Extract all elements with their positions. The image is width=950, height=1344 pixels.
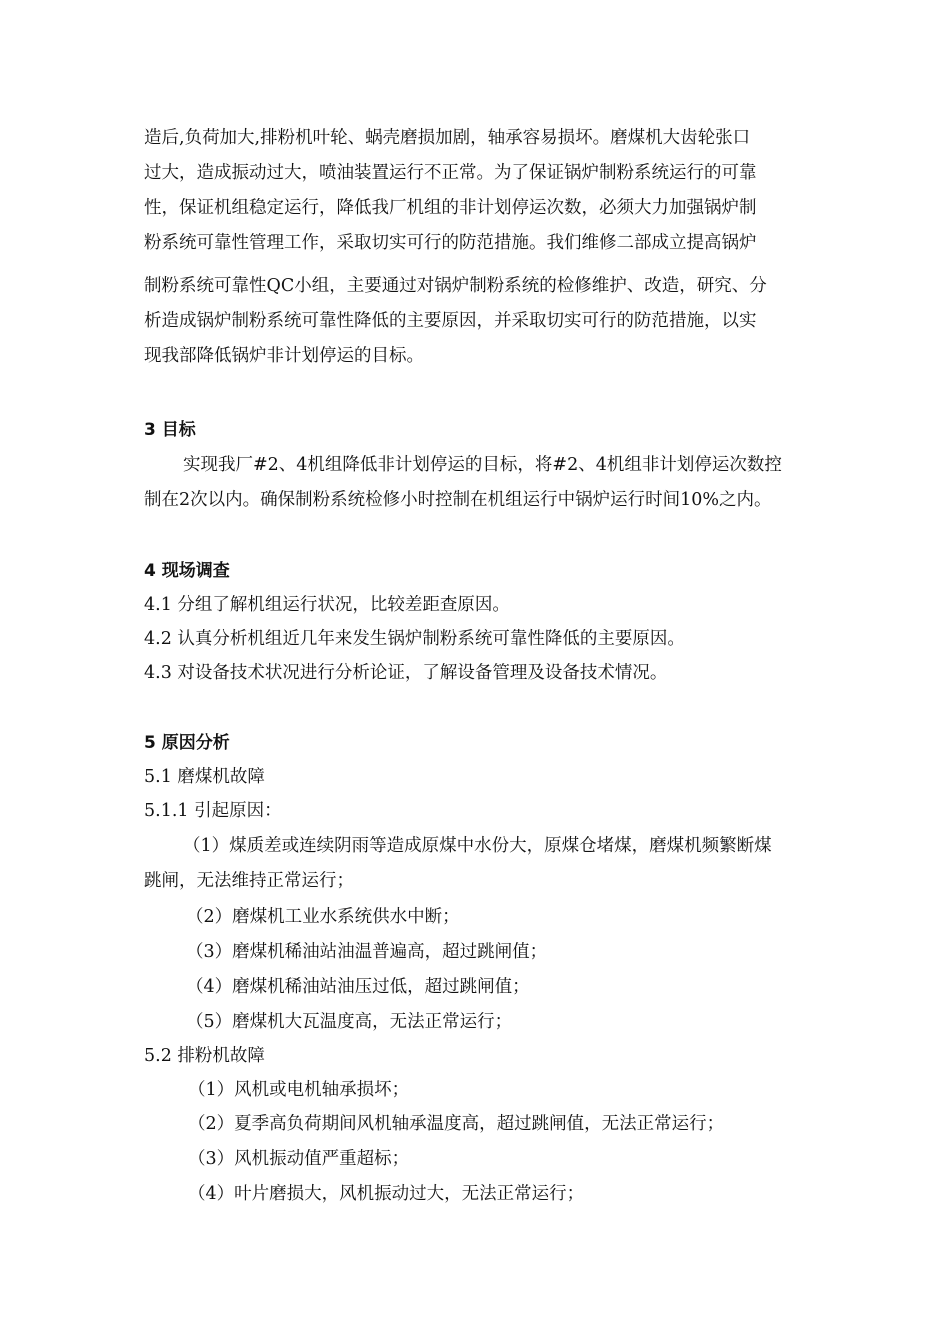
list-item: 4.2 认真分析机组近几年来发生锅炉制粉系统可靠性降低的主要原因。 [144, 629, 685, 649]
paragraph-line: 造后,负荷加大,排粉机叶轮、蜗壳磨损加剧，轴承容易损坏。磨煤机大齿轮张口 [144, 128, 751, 148]
list-item: （2）磨煤机工业水系统供水中断； [186, 907, 460, 927]
list-item: 4.1 分组了解机组运行状况，比较差距查原因。 [144, 595, 510, 615]
list-item: （3）风机振动值严重超标； [188, 1149, 410, 1169]
section-4-heading: 4 现场调查 [144, 561, 230, 581]
paragraph-line: 粉系统可靠性管理工作，采取切实可行的防范措施。我们维修二部成立提高锅炉 [144, 233, 757, 253]
subsection-title: 5.1 磨煤机故障 [144, 767, 265, 787]
section-3-heading: 3 目标 [144, 420, 196, 440]
paragraph-line: 性，保证机组稳定运行，降低我厂机组的非计划停运次数，必须大力加强锅炉制 [144, 198, 757, 218]
list-item: （4）磨煤机稀油站油压过低，超过跳闸值； [186, 977, 530, 997]
paragraph-line: 过大，造成振动过大，喷油装置运行不正常。为了保证锅炉制粉系统运行的可靠 [144, 163, 757, 183]
paragraph-line: 析造成锅炉制粉系统可靠性降低的主要原因，并采取切实可行的防范措施，以实 [144, 311, 757, 331]
list-item: （2）夏季高负荷期间风机轴承温度高，超过跳闸值，无法正常运行； [188, 1114, 725, 1134]
subsection-title: 5.2 排粉机故障 [144, 1046, 265, 1066]
list-item: （3）磨煤机稀油站油温普遍高，超过跳闸值； [186, 942, 548, 962]
paragraph-line: 制粉系统可靠性QC小组，主要通过对锅炉制粉系统的检修维护、改造，研究、分 [144, 276, 767, 296]
section-5-heading: 5 原因分析 [144, 733, 230, 753]
list-item: （5）磨煤机大瓦温度高，无法正常运行； [186, 1012, 513, 1032]
list-item: （1）风机或电机轴承损坏； [188, 1080, 410, 1100]
paragraph-line: 制在2次以内。确保制粉系统检修小时控制在机组运行中锅炉运行时间10%之内。 [144, 490, 772, 510]
list-item: （1）煤质差或连续阴雨等造成原煤中水份大，原煤仓堵煤，磨煤机频繁断煤 [183, 836, 772, 856]
subsection-title: 5.1.1 引起原因： [144, 801, 282, 821]
paragraph-line: 实现我厂#2、4机组降低非计划停运的目标，将#2、4机组非计划停运次数控 [183, 455, 782, 475]
paragraph-line: 现我部降低锅炉非计划停运的目标。 [144, 346, 424, 366]
list-item-continuation: 跳闸，无法维持正常运行； [144, 871, 354, 891]
list-item: （4）叶片磨损大，风机振动过大，无法正常运行； [188, 1184, 585, 1204]
list-item: 4.3 对设备技术状况进行分析论证，了解设备管理及设备技术情况。 [144, 663, 668, 683]
